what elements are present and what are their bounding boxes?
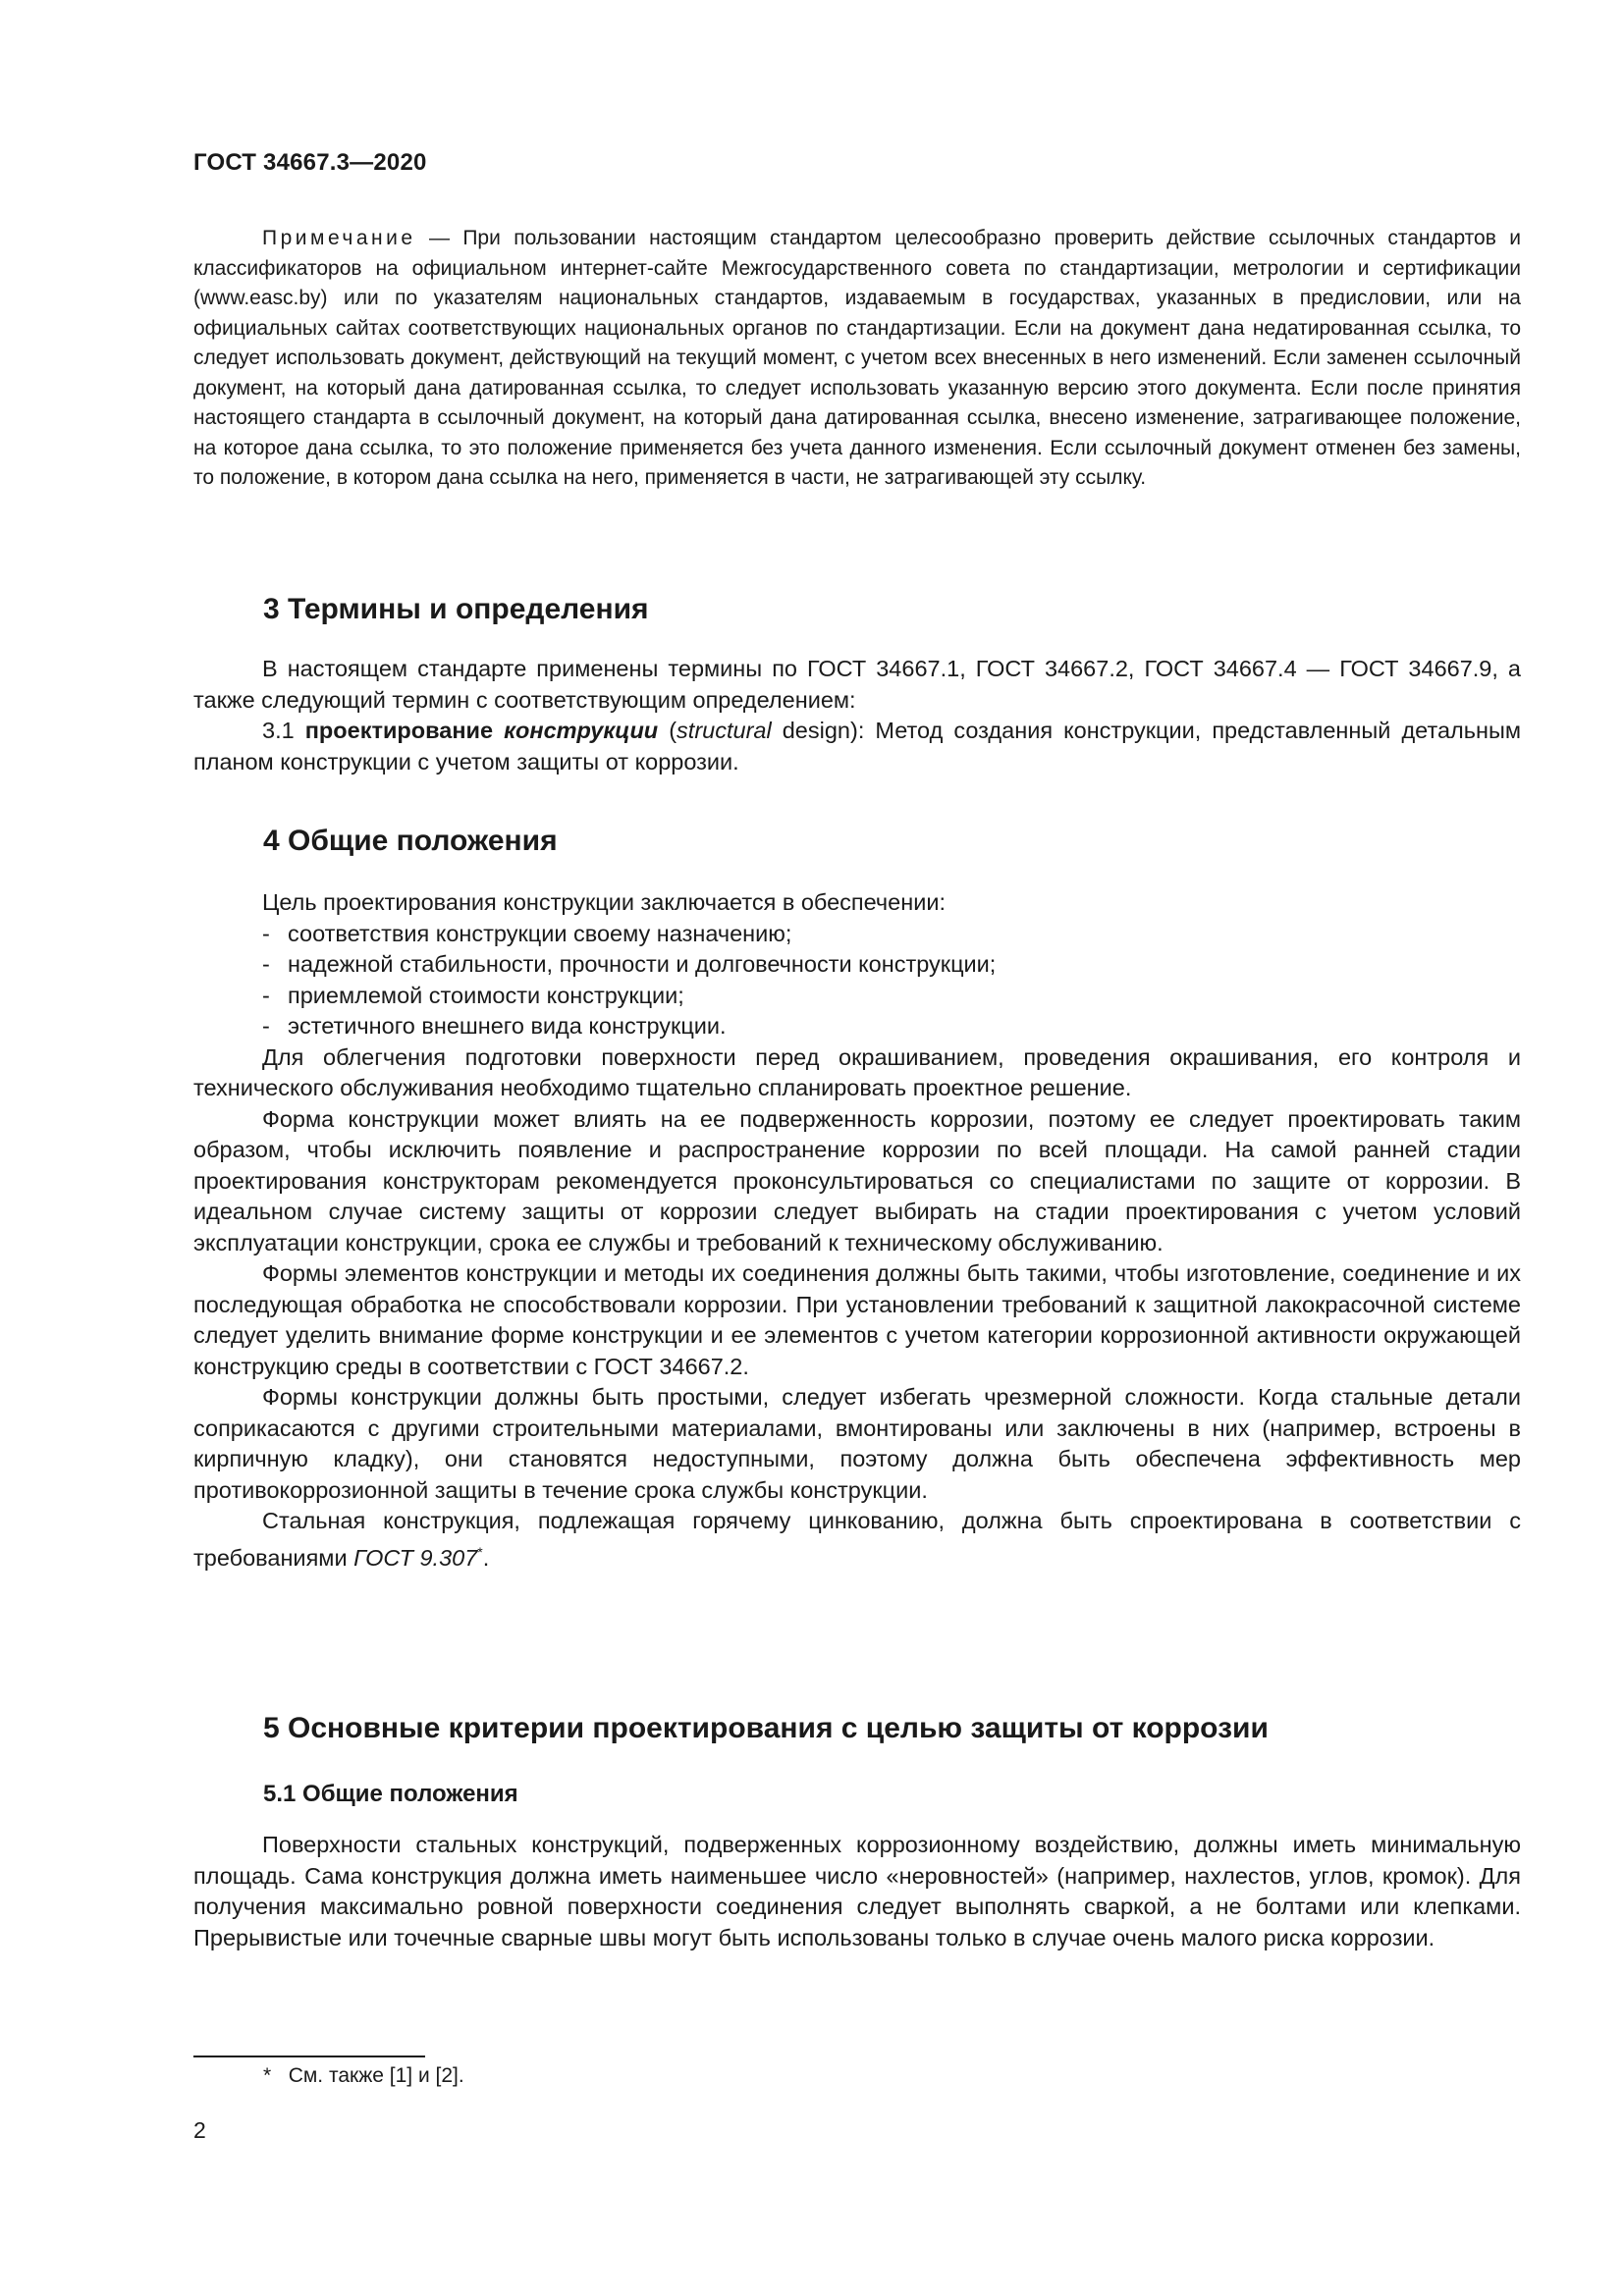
term-paren: ( xyxy=(658,718,677,743)
section-3-body xyxy=(193,654,1521,777)
note-paragraph xyxy=(193,224,1521,494)
section-4-paragraph-4: Формы конструкции должны быть простыми, следует избегать чрезмерной сложности. Когда стальные детали соприкасаются с другими строительными материалами, вмонтированы или заключены в них (например, встроены в кирпичную кладку), они становятся недоступными, поэтому должна быть обеспечена эффективность мер противокоррозионной защиты в течение срока службы конструкции. xyxy=(193,1384,1521,1503)
term-name: проектирование xyxy=(304,718,505,743)
section-3-intro: В настоящем стандарте применены термины по ГОСТ 34667.1, ГОСТ 34667.2, ГОСТ 34667.4 — ГОСТ 34667.9, а также следующий термин с соответствующим определением: xyxy=(193,656,1521,713)
term-definition: Метод создания конструкции, представленный детальным планом конструкции с учетом защиты от коррозии. xyxy=(193,718,1522,774)
term-english-rest: design): xyxy=(771,718,876,743)
term-english: structural xyxy=(677,718,772,743)
page-number: 2 xyxy=(193,2117,206,2143)
section-3-heading: 3 Термины и определения xyxy=(263,593,649,625)
footnote-marker: * xyxy=(477,1543,483,1560)
term-number: 3.1 xyxy=(262,718,305,743)
list-item: - приемлемой стоимости конструкции; xyxy=(262,982,684,1008)
standard-reference: ГОСТ 9.307 xyxy=(353,1544,478,1571)
section-4-paragraph-1: Для облегчения подготовки поверхности перед окрашиванием, проведения окрашивания, его контроля и технического обслуживания необходимо тщательно спланировать проектное решение. xyxy=(193,1043,1521,1100)
footnote: * См. также [1] и [2]. xyxy=(263,2064,464,2087)
reference-note xyxy=(193,224,1521,494)
section-4-body xyxy=(193,887,1521,1574)
term-name-italic: конструкции xyxy=(504,718,659,743)
note-text: — При пользовании настоящим стандартом целесообразно проверить действие ссылочных стандартов и классификаторов на официальном интернет-сайте Межгосударственного совета по стандартизации, метрологии и сертификации (www.easc.by) или по указателям национальных стандартов, издаваемым в государствах, указанных в предисловии, или на официальных сайтах соответствующих национальных органов по стандартизации. Если на документ дана недатированная ссылка, то следует использовать документ, действующий на текущий момент, с учетом всех внесенных в него изменений. Если заменен ссылочный документ, на который дана датированная ссылка, то следует использовать указанную версию этого документа. Если после принятия настоящего стандарта в ссылочный документ, на который дана датированная ссылка, внесено изменение, затрагивающее положение, на которое дана ссылка, то это положение применяется без учета данного изменения. Если ссылочный документ отменен без замены, то положение, в котором дана ссылка на него, применяется в части, не затрагивающей эту ссылку. xyxy=(193,227,1521,489)
section-4-intro: Цель проектирования конструкции заключается в обеспечении: xyxy=(262,889,947,915)
section-5-heading: 5 Основные критерии проектирования с целью защиты от коррозии xyxy=(263,1712,1269,1744)
section-5-paragraph-1: Поверхности стальных конструкций, подверженных коррозионному воздействию, должны иметь минимальную площадь. Сама конструкция должна иметь наименьшее число «неровностей» (например, нахлестов, углов, кромок). Для получения максимально ровной поверхности соединения следует выполнять сваркой, а не болтами или клепками. Прерывистые или точечные сварные швы могут быть использованы только в случае очень малого риска коррозии. xyxy=(193,1832,1521,1950)
subsection-5-1-heading: 5.1 Общие положения xyxy=(263,1781,518,1807)
list-item: - эстетичного внешнего вида конструкции. xyxy=(262,1013,727,1039)
list-item: - надежной стабильности, прочности и долговечности конструкции; xyxy=(262,951,997,977)
section-4-paragraph-2: Форма конструкции может влиять на ее подверженность коррозии, поэтому ее следует проектировать таким образом, чтобы исключить появление и распространение коррозии по всей площади. На самой ранней стадии проектирования конструкторам рекомендуется проконсультироваться со специалистами по защите от коррозии. В идеальном случае систему защиты от коррозии следует выбирать на стадии проектирования с учетом условий эксплуатации конструкции, срока ее службы и требований к техническому обслуживанию. xyxy=(193,1105,1521,1255)
goals-list xyxy=(193,919,1521,1042)
footnote-divider xyxy=(193,2056,425,2057)
section-4-paragraph-3: Формы элементов конструкции и методы их соединения должны быть такими, чтобы изготовление, соединение и их последующая обработка не способствовали коррозии. При установлении требований к защитной лакокрасочной системе следует уделить внимание форме конструкции и ее элементов с учетом категории коррозионной активности окружающей конструкцию среды в соответствии с ГОСТ 34667.2. xyxy=(193,1260,1521,1379)
document-header: ГОСТ 34667.3—2020 xyxy=(193,149,427,176)
note-label: Примечание xyxy=(262,227,416,249)
section-4-paragraph-5: Стальная конструкция, подлежащая горячему цинкованию, должна быть спроектирована в соответствии с требованиями ГОСТ 9.307*. xyxy=(193,1508,1521,1571)
section-4-heading: 4 Общие положения xyxy=(263,825,558,857)
list-item: - соответствия конструкции своему назначению; xyxy=(262,920,792,946)
term-3-1 xyxy=(193,716,1521,777)
section-5-body xyxy=(193,1830,1521,1953)
